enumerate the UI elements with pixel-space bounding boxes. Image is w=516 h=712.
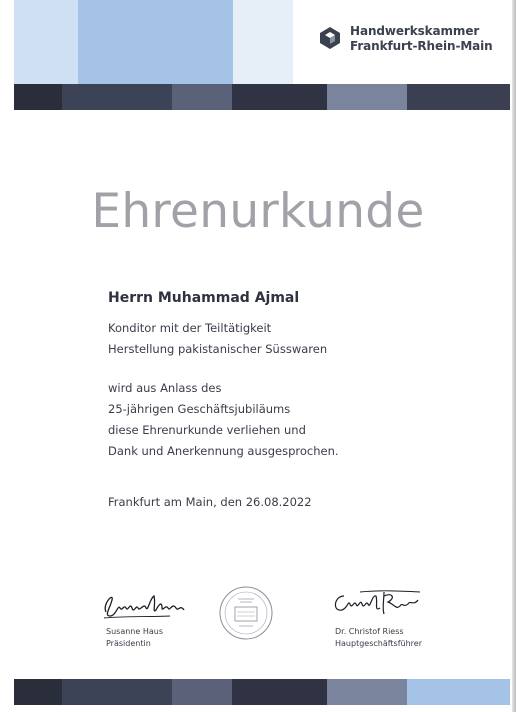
- official-seal: [218, 585, 274, 641]
- statement-line: 25-jährigen Geschäftsjubiläums: [108, 402, 291, 416]
- banner-block-pale-blue: [14, 0, 78, 84]
- recipient-name: Herrn Muhammad Ajmal: [108, 290, 300, 306]
- signatory-right: [335, 626, 422, 650]
- organization-line-2: Frankfurt-Rhein-Main: [350, 39, 493, 53]
- organization-line-1: Handwerkskammer: [350, 24, 480, 38]
- banner-block: [0, 0, 14, 84]
- page-edge-shadow: [512, 0, 516, 712]
- bottom-color-band: [14, 679, 510, 705]
- statement-line: diese Ehrenurkunde verliehen und: [108, 423, 306, 437]
- signatory-left-name: Susanne Haus: [106, 627, 163, 636]
- occupation-line-1: Konditor mit der Teiltätigkeit: [108, 321, 272, 335]
- statement-line: Dank und Anerkennung ausgesprochen.: [108, 444, 339, 458]
- signature-right: [330, 588, 425, 618]
- occupation-line-2: Herstellung pakistanischer Süsswaren: [108, 342, 328, 356]
- place-and-date: Frankfurt am Main, den 26.08.2022: [108, 495, 312, 509]
- signatory-left-role: Präsidentin: [106, 639, 151, 648]
- chamber-logo-icon: [318, 26, 342, 50]
- top-color-band: [14, 84, 510, 110]
- statement-line: wird aus Anlass des: [108, 381, 222, 395]
- banner-block-blue: [78, 0, 233, 84]
- banner-block-light: [233, 0, 293, 84]
- organization-name: [350, 24, 493, 54]
- signature-left: [100, 586, 190, 622]
- signatory-right-role: Hauptgeschäftsführer: [335, 639, 423, 648]
- certificate-title: Ehrenurkunde: [91, 184, 425, 239]
- certificate-body: [108, 290, 488, 513]
- signatory-right-name: Dr. Christof Riess: [335, 627, 404, 636]
- signatory-left: [106, 626, 163, 650]
